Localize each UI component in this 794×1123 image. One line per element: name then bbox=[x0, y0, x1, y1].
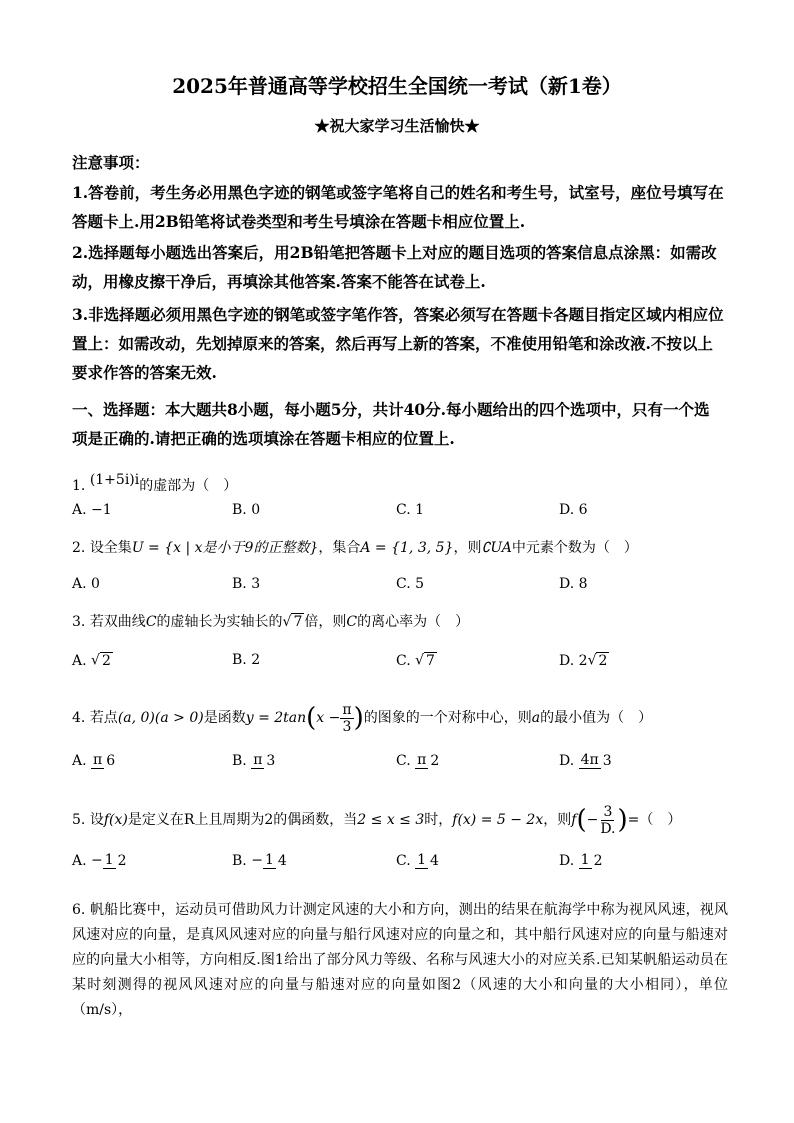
notice-item-2: 2.选择题每小题选出答案后，用2B铅笔把答题卡上对应的题目选项的答案信息点涂黑：如需改动，用橡皮擦干净后，再填涂其他答案.答案不能答在试卷上. bbox=[72, 243, 717, 291]
q1-text: 的虚部为（ ） bbox=[139, 478, 238, 494]
exam-subtitle: ★祝大家学习生活愉快★ bbox=[314, 117, 480, 135]
q1-option-c[interactable]: C. 1 bbox=[396, 502, 425, 518]
question-3: 3. 若双曲线C的虚轴长为实轴长的√ 7 倍，则C的离心率为（ ） bbox=[72, 614, 470, 630]
question-1 bbox=[72, 468, 732, 498]
q4-option-a[interactable]: A. π 6 bbox=[72, 752, 116, 769]
question-4: 4. 若点(a, 0)(a > 0)是函数y = 2tan(x − $\frac{\pi}{3}$ )的图象的一个对称中心，则a的最小值为（ ） bbox=[72, 701, 653, 735]
q3-root: 7 bbox=[293, 614, 303, 630]
q1-option-d[interactable]: D. 6 bbox=[559, 502, 588, 518]
q1-expression: (1+5i)i bbox=[89, 472, 140, 488]
notice-item-3: 3.非选择题必须用黑色字迹的钢笔或签字笔作答，答案必须写在答题卡各题目指定区域内相应位置上：如需改动，先划掉原来的答案，然后再写上新的答案，不准使用铅笔和涂改液.不按以上要求作答的答案无效. bbox=[72, 305, 724, 382]
question-6: 6. 帆船比赛中，运动员可借助风力计测定风速的大小和方向，测出的结果在航海学中称为视风风速，视风风速对应的向量，是真风风速对应的向量与船行风速对应的向量之和，其中船行风速对应的向量与船速对应的向量大小相等，方向相反.图1给出了部分风力等级、名称与风速大小的对应关系.已知某帆船运动员在某时刻测得的视风风速对应的向量与船速对应的向量如图2（风速的大小和向量的大小相同），单位（m/s）， bbox=[72, 902, 728, 1018]
q2-option-b[interactable]: B. 3 bbox=[232, 576, 261, 592]
q3-options bbox=[72, 652, 732, 682]
q1-number: 1. bbox=[72, 478, 86, 494]
q5-options bbox=[72, 852, 732, 892]
q3-option-d[interactable]: D. 2√ 2 bbox=[559, 652, 608, 669]
question-5: 5. 设f(x)是定义在R上且周期为2的偶函数，当2 ≤ x ≤ 3时，f(x) = 5 − 2x，则f(− $\frac{3}{D.}$ )=（ ） bbox=[72, 803, 682, 837]
q2-set-a: A = {1, 3, 5} bbox=[360, 540, 454, 556]
q4-option-c[interactable]: C. π 2 bbox=[396, 752, 440, 769]
q2-options bbox=[72, 576, 732, 606]
q1-options bbox=[72, 502, 732, 532]
q5-option-d[interactable]: D. 1 2 bbox=[559, 852, 603, 869]
q5-option-b[interactable]: B. − 1 4 bbox=[232, 852, 287, 869]
q5-option-a[interactable]: A. − 1 2 bbox=[72, 852, 127, 869]
notice-item-1: 1.答卷前，考生务必用黑色字迹的钢笔或签字笔将自己的姓名和考生号，试室号，座位号填写在答题卡上.用2B铅笔将试卷类型和考生号填涂在答题卡相应位置上. bbox=[72, 183, 724, 231]
q2-set-u: U = {x | x是小于9的正整数} bbox=[131, 540, 319, 556]
exam-title: 2025年普通高等学校招生全国统一考试（新1卷） bbox=[172, 74, 622, 98]
q2-option-d[interactable]: D. 8 bbox=[559, 576, 588, 592]
q4-options bbox=[72, 752, 732, 792]
q3-option-b[interactable]: B. 2 bbox=[232, 652, 261, 668]
q5-option-c[interactable]: C. 1 4 bbox=[396, 852, 439, 869]
notice-heading: 注意事项： bbox=[72, 153, 150, 172]
q3-option-a[interactable]: A. √ 2 bbox=[72, 652, 111, 669]
q2-complement: ∁UA bbox=[481, 540, 512, 556]
question-2: 2. 设全集U = {x | x是小于9的正整数}，集合A = {1, 3, 5}，则∁UA中元素个数为（ ） bbox=[72, 540, 638, 556]
q4-point: (a, 0)(a > 0) bbox=[117, 710, 204, 726]
q2-option-a[interactable]: A. 0 bbox=[72, 576, 100, 592]
q4-function: y = 2tan bbox=[245, 710, 307, 726]
q4-option-b[interactable]: B. π 3 bbox=[232, 752, 276, 769]
section-1-heading: 一、选择题：本大题共8小题，每小题5分，共计40分.每小题给出的四个选项中，只有一个选项是正确的.请把正确的选项填涂在答题卡相应的位置上. bbox=[72, 400, 710, 448]
q2-option-c[interactable]: C. 5 bbox=[396, 576, 425, 592]
q1-option-b[interactable]: B. 0 bbox=[232, 502, 261, 518]
q1-option-a[interactable]: A. −1 bbox=[72, 502, 112, 518]
q3-option-c[interactable]: C. √ 7 bbox=[396, 652, 435, 669]
q4-option-d[interactable]: D. 4π 3 bbox=[559, 752, 612, 769]
